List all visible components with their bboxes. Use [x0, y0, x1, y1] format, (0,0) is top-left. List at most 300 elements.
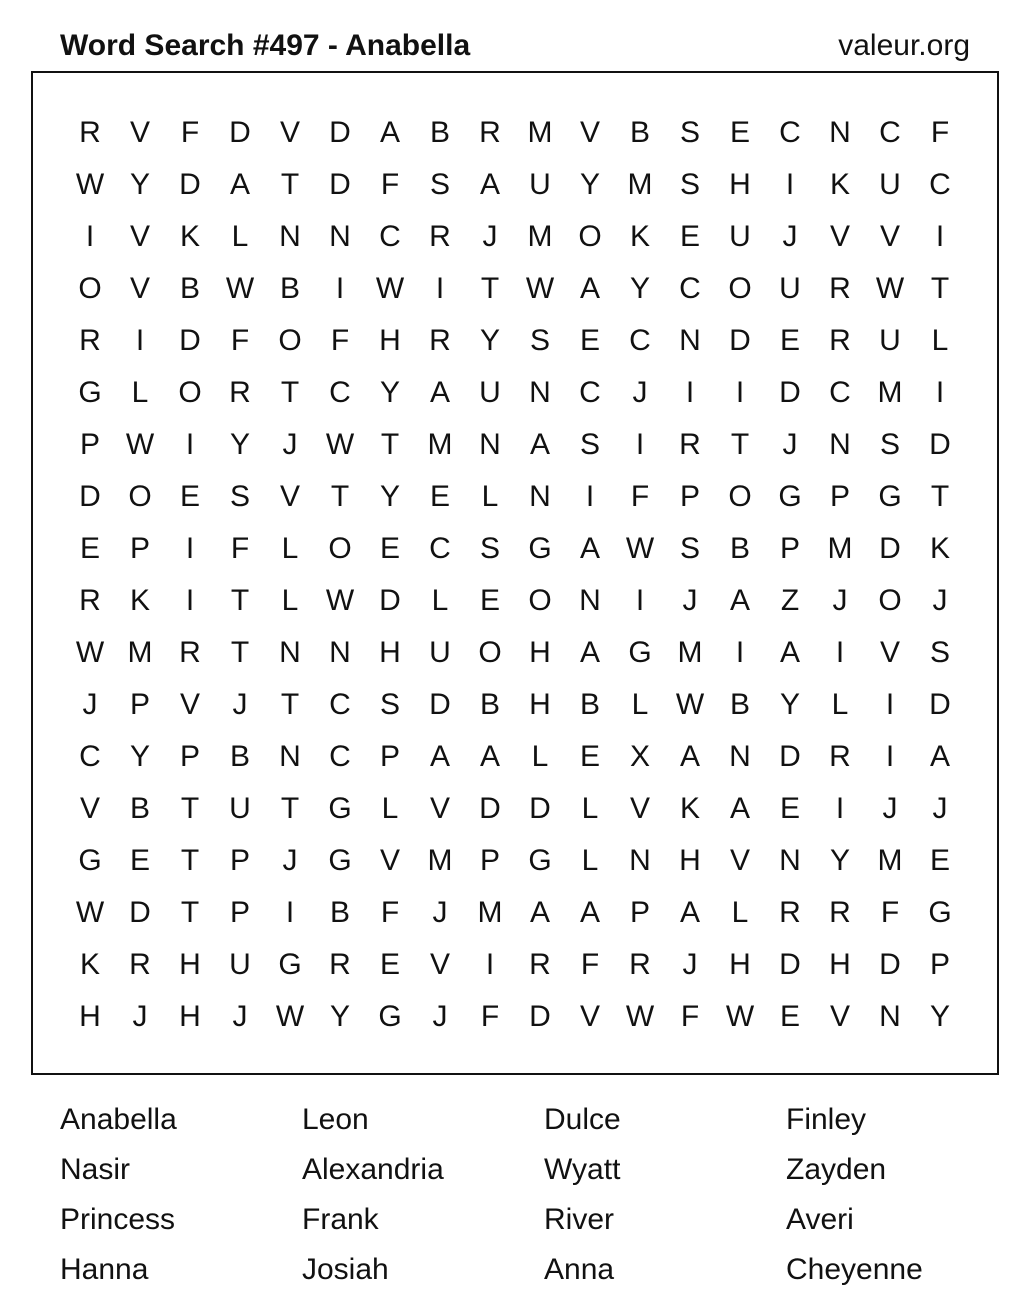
- grid-cell[interactable]: I: [735, 636, 745, 669]
- grid-cell[interactable]: I: [785, 168, 795, 201]
- grid-cell[interactable]: I: [935, 376, 945, 409]
- grid-cell[interactable]: I: [185, 584, 195, 617]
- grid-cell[interactable]: D: [329, 116, 351, 149]
- grid-cell[interactable]: L: [431, 584, 449, 617]
- grid-cell[interactable]: A: [229, 168, 250, 201]
- grid-cell[interactable]: O: [128, 480, 152, 513]
- grid-cell[interactable]: I: [835, 636, 845, 669]
- grid-cell[interactable]: T: [180, 844, 200, 877]
- grid-cell[interactable]: Y: [229, 428, 250, 461]
- grid-cell[interactable]: V: [379, 844, 400, 877]
- grid-cell[interactable]: T: [280, 168, 300, 201]
- grid-cell[interactable]: W: [525, 272, 555, 305]
- grid-cell[interactable]: I: [85, 220, 95, 253]
- grid-cell[interactable]: D: [229, 116, 251, 149]
- grid-cell[interactable]: V: [429, 948, 450, 981]
- grid-cell[interactable]: C: [879, 116, 901, 149]
- grid-cell[interactable]: J: [682, 948, 698, 981]
- grid-cell[interactable]: A: [579, 636, 600, 669]
- grid-cell[interactable]: N: [679, 324, 701, 357]
- grid-cell[interactable]: N: [829, 428, 851, 461]
- grid-cell[interactable]: L: [231, 220, 249, 253]
- grid-cell[interactable]: V: [579, 1000, 600, 1033]
- grid-cell[interactable]: C: [329, 740, 351, 773]
- grid-cell[interactable]: V: [429, 792, 450, 825]
- grid-cell[interactable]: Y: [329, 1000, 350, 1033]
- grid-cell[interactable]: Y: [379, 376, 400, 409]
- grid-cell[interactable]: H: [79, 1000, 101, 1033]
- grid-cell[interactable]: U: [879, 324, 901, 357]
- grid-cell[interactable]: A: [579, 896, 600, 929]
- grid-cell[interactable]: J: [82, 688, 98, 721]
- grid-cell[interactable]: M: [677, 636, 703, 669]
- grid-cell[interactable]: O: [728, 272, 752, 305]
- grid-cell[interactable]: B: [179, 272, 200, 305]
- grid-cell[interactable]: E: [379, 532, 400, 565]
- grid-cell[interactable]: L: [631, 688, 649, 721]
- grid-cell[interactable]: E: [379, 948, 400, 981]
- grid-cell[interactable]: B: [579, 688, 600, 721]
- grid-cell[interactable]: O: [278, 324, 302, 357]
- grid-cell[interactable]: M: [127, 636, 153, 669]
- grid-cell[interactable]: B: [279, 272, 300, 305]
- grid-cell[interactable]: H: [379, 324, 401, 357]
- grid-cell[interactable]: V: [629, 792, 650, 825]
- grid-cell[interactable]: A: [729, 584, 750, 617]
- grid-cell[interactable]: J: [232, 1000, 248, 1033]
- grid-cell[interactable]: P: [179, 740, 200, 773]
- grid-cell[interactable]: N: [329, 220, 351, 253]
- grid-cell[interactable]: J: [482, 220, 498, 253]
- grid-cell[interactable]: E: [129, 844, 150, 877]
- grid-cell[interactable]: E: [729, 116, 750, 149]
- grid-cell[interactable]: A: [779, 636, 800, 669]
- grid-cell[interactable]: L: [831, 688, 849, 721]
- grid-cell[interactable]: P: [779, 532, 800, 565]
- grid-cell[interactable]: E: [79, 532, 100, 565]
- grid-cell[interactable]: A: [479, 168, 500, 201]
- grid-cell[interactable]: I: [135, 324, 145, 357]
- grid-cell[interactable]: F: [230, 324, 250, 357]
- grid-cell[interactable]: G: [378, 1000, 402, 1033]
- grid-cell[interactable]: P: [679, 480, 700, 513]
- grid-cell[interactable]: O: [528, 584, 552, 617]
- grid-cell[interactable]: D: [779, 948, 801, 981]
- grid-cell[interactable]: F: [380, 896, 400, 929]
- grid-cell[interactable]: O: [178, 376, 202, 409]
- grid-cell[interactable]: X: [629, 740, 650, 773]
- grid-cell[interactable]: R: [629, 948, 651, 981]
- grid-cell[interactable]: I: [885, 688, 895, 721]
- grid-cell[interactable]: D: [179, 168, 201, 201]
- grid-cell[interactable]: Y: [829, 844, 850, 877]
- grid-cell[interactable]: L: [531, 740, 549, 773]
- grid-cell[interactable]: K: [679, 792, 700, 825]
- grid-cell[interactable]: E: [779, 1000, 800, 1033]
- grid-cell[interactable]: W: [125, 428, 155, 461]
- grid-cell[interactable]: T: [330, 480, 350, 513]
- grid-cell[interactable]: N: [529, 376, 551, 409]
- grid-cell[interactable]: T: [180, 792, 200, 825]
- grid-cell[interactable]: D: [879, 948, 901, 981]
- grid-cell[interactable]: V: [279, 116, 300, 149]
- grid-cell[interactable]: S: [879, 428, 900, 461]
- grid-cell[interactable]: K: [829, 168, 850, 201]
- grid-cell[interactable]: S: [929, 636, 950, 669]
- grid-cell[interactable]: R: [429, 220, 451, 253]
- grid-cell[interactable]: R: [779, 896, 801, 929]
- grid-cell[interactable]: N: [779, 844, 801, 877]
- grid-cell[interactable]: L: [281, 532, 299, 565]
- grid-cell[interactable]: U: [529, 168, 551, 201]
- grid-cell[interactable]: T: [930, 272, 950, 305]
- grid-cell[interactable]: C: [929, 168, 951, 201]
- grid-cell[interactable]: M: [427, 844, 453, 877]
- grid-cell[interactable]: C: [779, 116, 801, 149]
- grid-cell[interactable]: P: [79, 428, 100, 461]
- grid-cell[interactable]: H: [679, 844, 701, 877]
- grid-cell[interactable]: E: [579, 324, 600, 357]
- grid-cell[interactable]: B: [629, 116, 650, 149]
- grid-cell[interactable]: I: [285, 896, 295, 929]
- grid-cell[interactable]: B: [729, 688, 750, 721]
- grid-cell[interactable]: W: [625, 532, 655, 565]
- grid-cell[interactable]: H: [379, 636, 401, 669]
- grid-cell[interactable]: B: [429, 116, 450, 149]
- grid-cell[interactable]: J: [832, 584, 848, 617]
- grid-cell[interactable]: J: [282, 428, 298, 461]
- grid-cell[interactable]: V: [179, 688, 200, 721]
- grid-cell[interactable]: B: [229, 740, 250, 773]
- grid-cell[interactable]: V: [829, 1000, 850, 1033]
- grid-cell[interactable]: P: [829, 480, 850, 513]
- grid-cell[interactable]: M: [477, 896, 503, 929]
- grid-cell[interactable]: D: [179, 324, 201, 357]
- grid-cell[interactable]: A: [929, 740, 950, 773]
- grid-cell[interactable]: N: [479, 428, 501, 461]
- grid-cell[interactable]: O: [728, 480, 752, 513]
- grid-cell[interactable]: Y: [129, 168, 150, 201]
- grid-cell[interactable]: C: [329, 688, 351, 721]
- grid-cell[interactable]: J: [432, 1000, 448, 1033]
- grid-cell[interactable]: E: [929, 844, 950, 877]
- grid-cell[interactable]: S: [579, 428, 600, 461]
- grid-cell[interactable]: C: [79, 740, 101, 773]
- grid-cell[interactable]: E: [429, 480, 450, 513]
- grid-cell[interactable]: H: [529, 636, 551, 669]
- grid-cell[interactable]: R: [229, 376, 251, 409]
- grid-cell[interactable]: F: [880, 896, 900, 929]
- grid-cell[interactable]: L: [581, 844, 599, 877]
- grid-cell[interactable]: A: [529, 428, 550, 461]
- grid-cell[interactable]: R: [429, 324, 451, 357]
- grid-cell[interactable]: T: [230, 584, 250, 617]
- grid-cell[interactable]: T: [480, 272, 500, 305]
- grid-cell[interactable]: D: [429, 688, 451, 721]
- grid-cell[interactable]: F: [680, 1000, 700, 1033]
- grid-cell[interactable]: M: [527, 116, 553, 149]
- grid-cell[interactable]: J: [232, 688, 248, 721]
- grid-cell[interactable]: U: [779, 272, 801, 305]
- grid-cell[interactable]: P: [929, 948, 950, 981]
- grid-cell[interactable]: F: [480, 1000, 500, 1033]
- grid-cell[interactable]: J: [132, 1000, 148, 1033]
- grid-cell[interactable]: K: [929, 532, 950, 565]
- grid-cell[interactable]: K: [129, 584, 150, 617]
- grid-cell[interactable]: O: [78, 272, 102, 305]
- grid-cell[interactable]: W: [675, 688, 705, 721]
- grid-cell[interactable]: O: [328, 532, 352, 565]
- grid-cell[interactable]: E: [579, 740, 600, 773]
- grid-cell[interactable]: N: [579, 584, 601, 617]
- grid-cell[interactable]: V: [879, 220, 900, 253]
- grid-cell[interactable]: C: [829, 376, 851, 409]
- grid-cell[interactable]: K: [79, 948, 100, 981]
- grid-cell[interactable]: B: [129, 792, 150, 825]
- grid-cell[interactable]: M: [427, 428, 453, 461]
- grid-cell[interactable]: Y: [379, 480, 400, 513]
- grid-cell[interactable]: U: [429, 636, 451, 669]
- grid-cell[interactable]: J: [782, 220, 798, 253]
- grid-cell[interactable]: L: [481, 480, 499, 513]
- grid-cell[interactable]: A: [429, 376, 450, 409]
- grid-cell[interactable]: I: [685, 376, 695, 409]
- grid-cell[interactable]: M: [877, 376, 903, 409]
- grid-cell[interactable]: N: [879, 1000, 901, 1033]
- grid-cell[interactable]: N: [279, 220, 301, 253]
- grid-cell[interactable]: R: [829, 740, 851, 773]
- grid-cell[interactable]: R: [79, 324, 101, 357]
- grid-cell[interactable]: C: [579, 376, 601, 409]
- grid-cell[interactable]: Y: [779, 688, 800, 721]
- grid-cell[interactable]: C: [379, 220, 401, 253]
- grid-cell[interactable]: R: [79, 584, 101, 617]
- grid-cell[interactable]: R: [179, 636, 201, 669]
- grid-cell[interactable]: P: [479, 844, 500, 877]
- grid-cell[interactable]: P: [629, 896, 650, 929]
- grid-cell[interactable]: J: [782, 428, 798, 461]
- grid-cell[interactable]: V: [729, 844, 750, 877]
- grid-cell[interactable]: N: [529, 480, 551, 513]
- grid-cell[interactable]: D: [779, 376, 801, 409]
- grid-cell[interactable]: A: [579, 532, 600, 565]
- grid-cell[interactable]: S: [229, 480, 250, 513]
- grid-cell[interactable]: C: [429, 532, 451, 565]
- grid-cell[interactable]: F: [580, 948, 600, 981]
- grid-cell[interactable]: G: [328, 792, 352, 825]
- grid-cell[interactable]: V: [579, 116, 600, 149]
- grid-cell[interactable]: I: [335, 272, 345, 305]
- grid-cell[interactable]: G: [778, 480, 802, 513]
- grid-cell[interactable]: F: [630, 480, 650, 513]
- grid-cell[interactable]: C: [679, 272, 701, 305]
- grid-cell[interactable]: O: [878, 584, 902, 617]
- grid-cell[interactable]: G: [528, 844, 552, 877]
- grid-cell[interactable]: G: [78, 844, 102, 877]
- grid-cell[interactable]: W: [875, 272, 905, 305]
- grid-cell[interactable]: B: [729, 532, 750, 565]
- grid-cell[interactable]: H: [729, 948, 751, 981]
- grid-cell[interactable]: F: [380, 168, 400, 201]
- grid-cell[interactable]: J: [882, 792, 898, 825]
- grid-cell[interactable]: P: [129, 688, 150, 721]
- grid-cell[interactable]: R: [679, 428, 701, 461]
- grid-cell[interactable]: I: [435, 272, 445, 305]
- grid-cell[interactable]: A: [729, 792, 750, 825]
- grid-cell[interactable]: N: [279, 636, 301, 669]
- grid-cell[interactable]: I: [185, 428, 195, 461]
- grid-cell[interactable]: W: [275, 1000, 305, 1033]
- grid-cell[interactable]: F: [180, 116, 200, 149]
- grid-cell[interactable]: D: [879, 532, 901, 565]
- grid-cell[interactable]: Z: [780, 584, 800, 617]
- grid-cell[interactable]: D: [929, 428, 951, 461]
- grid-cell[interactable]: T: [280, 688, 300, 721]
- grid-cell[interactable]: E: [779, 792, 800, 825]
- grid-cell[interactable]: V: [129, 116, 150, 149]
- grid-cell[interactable]: I: [885, 740, 895, 773]
- grid-cell[interactable]: T: [280, 792, 300, 825]
- grid-cell[interactable]: N: [829, 116, 851, 149]
- grid-cell[interactable]: W: [325, 584, 355, 617]
- grid-cell[interactable]: A: [429, 740, 450, 773]
- grid-cell[interactable]: G: [78, 376, 102, 409]
- grid-cell[interactable]: C: [329, 376, 351, 409]
- grid-cell[interactable]: D: [929, 688, 951, 721]
- grid-cell[interactable]: P: [229, 844, 250, 877]
- grid-cell[interactable]: D: [79, 480, 101, 513]
- grid-cell[interactable]: V: [129, 272, 150, 305]
- grid-cell[interactable]: A: [679, 896, 700, 929]
- grid-cell[interactable]: T: [230, 636, 250, 669]
- grid-cell[interactable]: G: [878, 480, 902, 513]
- grid-cell[interactable]: J: [682, 584, 698, 617]
- grid-cell[interactable]: W: [625, 1000, 655, 1033]
- grid-cell[interactable]: L: [381, 792, 399, 825]
- grid-cell[interactable]: Y: [579, 168, 600, 201]
- grid-cell[interactable]: E: [479, 584, 500, 617]
- grid-cell[interactable]: S: [479, 532, 500, 565]
- grid-cell[interactable]: W: [75, 168, 105, 201]
- grid-cell[interactable]: D: [729, 324, 751, 357]
- grid-cell[interactable]: D: [329, 168, 351, 201]
- grid-cell[interactable]: W: [325, 428, 355, 461]
- grid-cell[interactable]: S: [679, 168, 700, 201]
- grid-cell[interactable]: M: [527, 220, 553, 253]
- grid-cell[interactable]: Y: [629, 272, 650, 305]
- grid-cell[interactable]: W: [725, 1000, 755, 1033]
- grid-cell[interactable]: M: [877, 844, 903, 877]
- grid-cell[interactable]: U: [479, 376, 501, 409]
- grid-cell[interactable]: H: [179, 1000, 201, 1033]
- grid-cell[interactable]: W: [225, 272, 255, 305]
- grid-cell[interactable]: R: [829, 272, 851, 305]
- grid-cell[interactable]: V: [79, 792, 100, 825]
- grid-cell[interactable]: J: [282, 844, 298, 877]
- grid-cell[interactable]: W: [375, 272, 405, 305]
- grid-cell[interactable]: M: [627, 168, 653, 201]
- grid-cell[interactable]: H: [179, 948, 201, 981]
- grid-cell[interactable]: R: [529, 948, 551, 981]
- grid-cell[interactable]: J: [432, 896, 448, 929]
- grid-cell[interactable]: G: [528, 532, 552, 565]
- grid-cell[interactable]: V: [129, 220, 150, 253]
- grid-cell[interactable]: A: [479, 740, 500, 773]
- grid-cell[interactable]: J: [932, 792, 948, 825]
- grid-cell[interactable]: L: [281, 584, 299, 617]
- grid-cell[interactable]: L: [731, 896, 749, 929]
- grid-cell[interactable]: R: [829, 324, 851, 357]
- grid-cell[interactable]: S: [529, 324, 550, 357]
- grid-cell[interactable]: P: [229, 896, 250, 929]
- grid-cell[interactable]: B: [479, 688, 500, 721]
- grid-cell[interactable]: N: [629, 844, 651, 877]
- grid-cell[interactable]: U: [879, 168, 901, 201]
- grid-cell[interactable]: V: [879, 636, 900, 669]
- grid-cell[interactable]: D: [379, 584, 401, 617]
- grid-cell[interactable]: R: [479, 116, 501, 149]
- grid-cell[interactable]: I: [185, 532, 195, 565]
- grid-cell[interactable]: J: [932, 584, 948, 617]
- grid-cell[interactable]: T: [930, 480, 950, 513]
- grid-cell[interactable]: W: [75, 636, 105, 669]
- grid-cell[interactable]: E: [179, 480, 200, 513]
- grid-cell[interactable]: N: [729, 740, 751, 773]
- grid-cell[interactable]: S: [379, 688, 400, 721]
- grid-cell[interactable]: S: [429, 168, 450, 201]
- grid-cell[interactable]: I: [585, 480, 595, 513]
- grid-cell[interactable]: H: [729, 168, 751, 201]
- grid-cell[interactable]: O: [578, 220, 602, 253]
- grid-cell[interactable]: W: [75, 896, 105, 929]
- grid-cell[interactable]: O: [478, 636, 502, 669]
- grid-cell[interactable]: U: [229, 948, 251, 981]
- grid-cell[interactable]: D: [779, 740, 801, 773]
- grid-cell[interactable]: I: [935, 220, 945, 253]
- grid-cell[interactable]: F: [230, 532, 250, 565]
- grid-cell[interactable]: D: [479, 792, 501, 825]
- grid-cell[interactable]: A: [679, 740, 700, 773]
- grid-cell[interactable]: U: [229, 792, 251, 825]
- grid-cell[interactable]: P: [379, 740, 400, 773]
- grid-cell[interactable]: R: [829, 896, 851, 929]
- grid-cell[interactable]: V: [279, 480, 300, 513]
- grid-cell[interactable]: D: [529, 792, 551, 825]
- grid-cell[interactable]: T: [280, 376, 300, 409]
- grid-cell[interactable]: E: [679, 220, 700, 253]
- grid-cell[interactable]: T: [180, 896, 200, 929]
- grid-cell[interactable]: D: [529, 1000, 551, 1033]
- grid-cell[interactable]: L: [581, 792, 599, 825]
- grid-cell[interactable]: G: [628, 636, 652, 669]
- grid-cell[interactable]: U: [729, 220, 751, 253]
- grid-cell[interactable]: I: [635, 428, 645, 461]
- grid-cell[interactable]: A: [529, 896, 550, 929]
- grid-cell[interactable]: A: [379, 116, 400, 149]
- grid-cell[interactable]: N: [329, 636, 351, 669]
- grid-cell[interactable]: B: [329, 896, 350, 929]
- grid-cell[interactable]: S: [679, 532, 700, 565]
- grid-cell[interactable]: E: [779, 324, 800, 357]
- grid-cell[interactable]: K: [179, 220, 200, 253]
- grid-cell[interactable]: G: [328, 844, 352, 877]
- grid-cell[interactable]: R: [329, 948, 351, 981]
- grid-cell[interactable]: J: [632, 376, 648, 409]
- grid-cell[interactable]: I: [635, 584, 645, 617]
- grid-cell[interactable]: D: [129, 896, 151, 929]
- grid-cell[interactable]: A: [579, 272, 600, 305]
- grid-cell[interactable]: Y: [929, 1000, 950, 1033]
